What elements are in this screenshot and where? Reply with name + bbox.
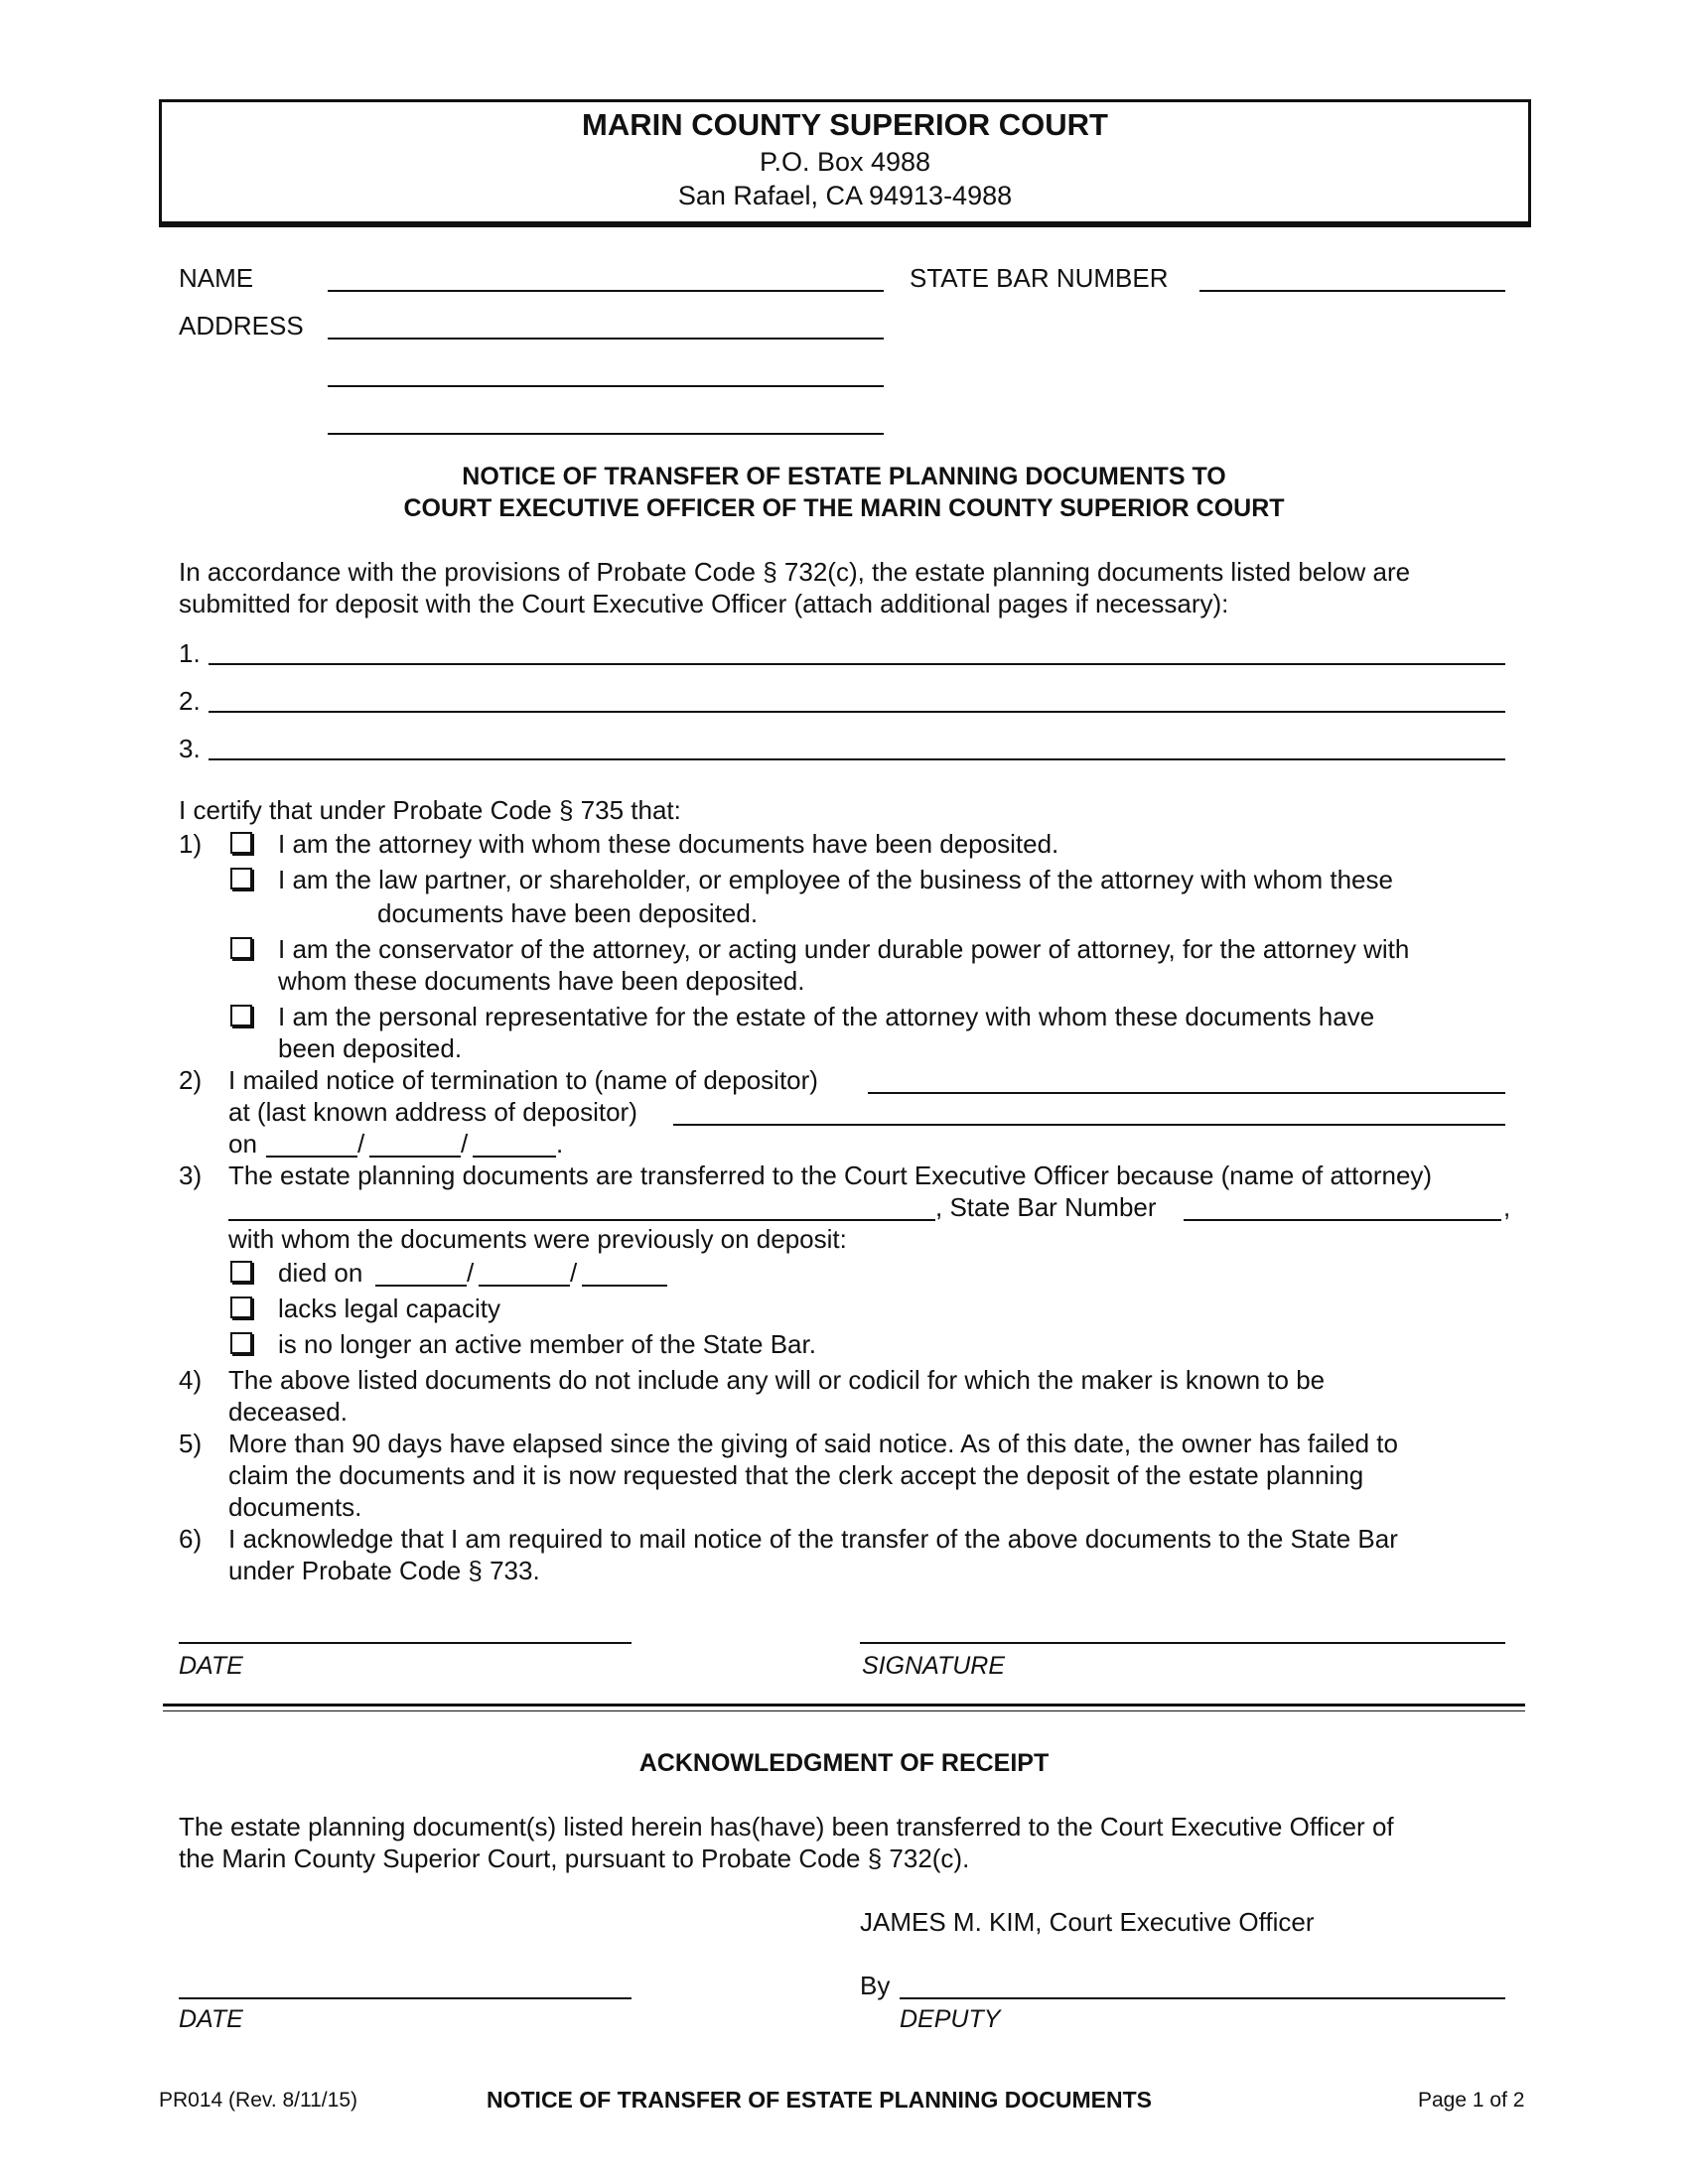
mailed-month-field[interactable] [266,1156,357,1158]
deputy-label: DEPUTY [900,2005,1001,2033]
item-number: 5) [179,1429,203,1458]
mailed-notice-label: I mailed notice of termination to (name of depositor) [228,1065,818,1095]
date-slash: / [570,1258,578,1288]
name-field[interactable] [328,290,884,292]
option-law-partner: I am the law partner, or shareholder, or employee of the business of the attorney with whom these [278,865,1393,894]
court-po-box: P.O. Box 4988 [759,147,931,177]
doc-field-2[interactable] [209,711,1505,713]
ack-date-field[interactable] [179,1997,632,1999]
state-bar-label: STATE BAR NUMBER [910,263,1169,293]
died-month-field[interactable] [375,1285,467,1287]
state-bar-number-label: , State Bar Number [935,1192,1157,1222]
attorney-name-field[interactable] [228,1219,935,1221]
date-field[interactable] [179,1642,632,1644]
doc-number-1: 1. [179,638,201,668]
court-name: MARIN COUNTY SUPERIOR COURT [582,107,1108,142]
option-attorney: I am the attorney with whom these documents have been deposited. [278,829,1059,859]
checkbox-conservator[interactable] [230,937,252,959]
address-field-1[interactable] [328,338,884,340]
option-personal-rep-cont: been deposited. [278,1033,463,1063]
checkbox-personal-rep[interactable] [230,1005,252,1026]
court-header [159,99,1531,224]
footer-title: NOTICE OF TRANSFER OF ESTATE PLANNING DOCUMENTS [487,2087,1152,2113]
died-year-field[interactable] [582,1285,667,1287]
attorney-bar-number-field[interactable] [1184,1219,1501,1221]
deputy-signature-field[interactable] [900,1997,1505,1999]
option-law-partner-cont: documents have been deposited. [377,898,759,928]
intro-line1: In accordance with the provisions of Probate Code § 732(c), the estate planning documents listed below are [179,557,1411,587]
officer-name: JAMES M. KIM, Court Executive Officer [860,1907,1315,1937]
by-label: By [860,1971,891,2000]
signature-label: SIGNATURE [862,1652,1005,1680]
not-active-member-label: is no longer an active member of the State Bar. [278,1329,816,1359]
option-personal-rep: I am the personal representative for the estate of the attorney with whom these documents have [278,1002,1375,1031]
checkbox-law-partner[interactable] [230,868,252,889]
item5-line3: documents. [228,1492,362,1522]
page-number: Page 1 of 2 [1418,2089,1525,2112]
address-field-2[interactable] [328,385,884,387]
depositor-address-field[interactable] [673,1124,1505,1126]
form-title-line2: COURT EXECUTIVE OFFICER OF THE MARIN COUNTY SUPERIOR COURT [403,494,1285,522]
date-period: . [556,1129,564,1159]
section-divider-inner [163,1710,1525,1711]
previously-on-deposit-label: with whom the documents were previously on deposit: [228,1224,847,1254]
ack-heading: ACKNOWLEDGMENT OF RECEIPT [638,1749,1050,1777]
form-id: PR014 (Rev. 8/11/15) [159,2089,357,2112]
checkbox-died[interactable] [230,1261,252,1283]
state-bar-field[interactable] [1199,290,1505,292]
lacks-capacity-label: lacks legal capacity [278,1294,500,1323]
item5-line2: claim the documents and it is now requested that the clerk accept the deposit of the estate planning [228,1460,1364,1490]
date-slash: / [357,1129,365,1159]
item-number: 3) [179,1160,203,1190]
date-label: DATE [179,1652,243,1680]
mailed-day-field[interactable] [369,1156,461,1158]
item-number: 2) [179,1065,203,1095]
doc-number-2: 2. [179,686,201,716]
intro-line2: submitted for deposit with the Court Executive Officer (attach additional pages if necessary): [179,589,1229,618]
checkbox-lacks-capacity[interactable] [230,1297,252,1318]
depositor-address-label: at (last known address of depositor) [228,1097,637,1127]
signature-field[interactable] [860,1642,1505,1644]
ack-line1: The estate planning document(s) listed herein has(have) been transferred to the Court Executive Officer of [179,1812,1394,1842]
mailed-year-field[interactable] [473,1156,556,1158]
option-conservator: I am the conservator of the attorney, or acting under durable power of attorney, for the attorney with [278,934,1410,964]
form-title-line1: NOTICE OF TRANSFER OF ESTATE PLANNING DOCUMENTS TO [462,463,1226,490]
item6-line2: under Probate Code § 733. [228,1556,540,1585]
doc-number-3: 3. [179,734,201,763]
item-number: 4) [179,1365,203,1395]
name-label: NAME [179,263,254,293]
item5-line1: More than 90 days have elapsed since the giving of said notice. As of this date, the owner has failed to [228,1429,1398,1458]
died-day-field[interactable] [479,1285,570,1287]
transfer-reason-label: The estate planning documents are transferred to the Court Executive Officer because (name of attorney) [228,1160,1433,1190]
item6-line1: I acknowledge that I am required to mail notice of the transfer of the above documents to the State Bar [228,1524,1398,1554]
ack-date-label: DATE [179,2005,243,2033]
address-label: ADDRESS [179,311,304,341]
item-number: 6) [179,1524,203,1554]
date-slash: / [461,1129,469,1159]
option-conservator-cont: whom these documents have been deposited. [278,966,805,996]
doc-field-1[interactable] [209,663,1505,665]
section-divider [163,1704,1525,1706]
certify-heading: I certify that under Probate Code § 735 that: [179,795,681,825]
item-number: 1) [179,829,203,859]
item4-line1: The above listed documents do not include any will or codicil for which the maker is known to be [228,1365,1326,1395]
item4-line2: deceased. [228,1397,348,1427]
doc-field-3[interactable] [209,758,1505,760]
checkbox-attorney[interactable] [230,832,252,854]
comma: , [1503,1192,1511,1222]
depositor-name-field[interactable] [868,1092,1505,1094]
died-on-label: died on [278,1258,363,1288]
checkbox-not-active-member[interactable] [230,1332,252,1354]
address-field-3[interactable] [328,433,884,435]
court-city: San Rafael, CA 94913-4988 [677,181,1013,210]
date-slash: / [467,1258,475,1288]
ack-line2: the Marin County Superior Court, pursuant to Probate Code § 732(c). [179,1843,970,1873]
mailed-on-label: on [228,1129,257,1159]
